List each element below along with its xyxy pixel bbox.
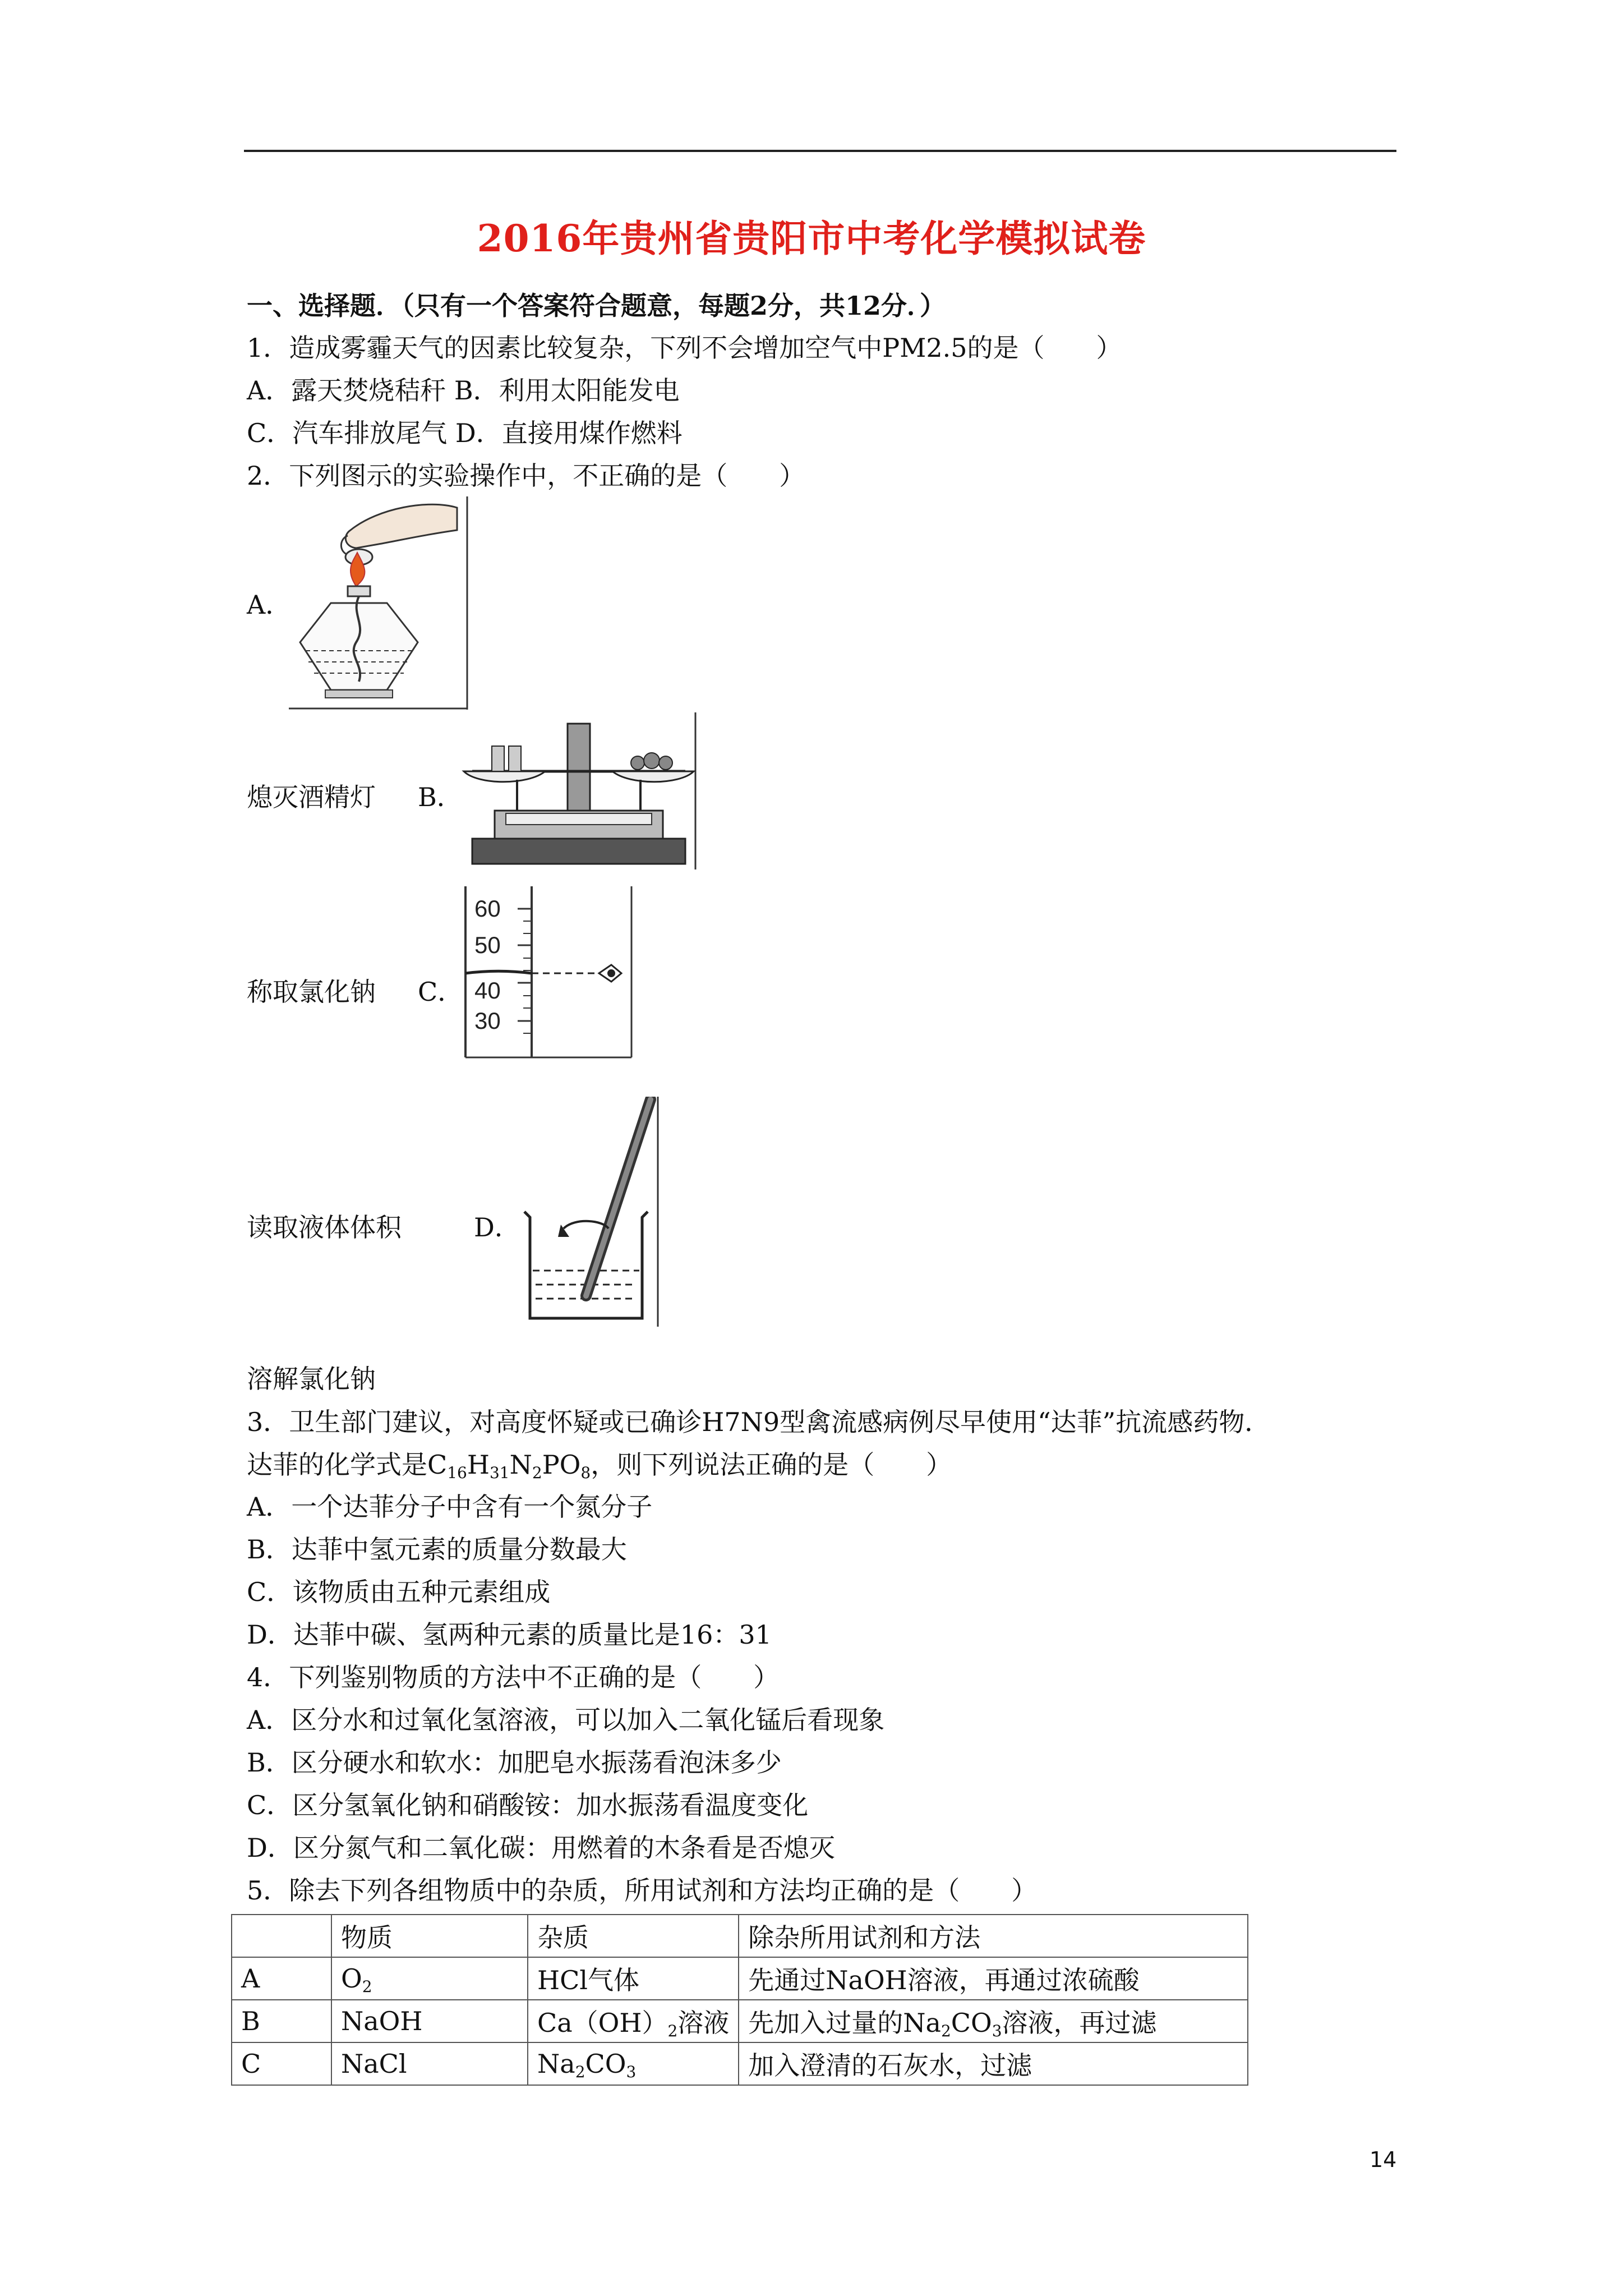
q3-stem-line1: 3．卫生部门建议，对高度怀疑或已确诊H7N9型禽流感病例尽早使用“达菲”抗流感药物．	[247, 1407, 1271, 1437]
table-cell: 先加入过量的$Na_2CO_3$溶液，再过滤	[739, 2000, 1248, 2042]
cylinder-tick-50: 50	[474, 932, 501, 958]
q2-option-d-caption: 溶解氯化钠	[247, 1364, 376, 1394]
table-header-cell: 杂质	[528, 1915, 739, 1957]
q4-option-a: A．区分水和过氧化氢溶液，可以加入二氧化锰后看现象	[247, 1705, 885, 1735]
q2-option-a-caption: 熄灭酒精灯	[247, 782, 376, 812]
q3-option-d: D．达菲中碳、氢两种元素的质量比是16：31	[247, 1619, 772, 1650]
table-row	[232, 1957, 1248, 2000]
header-rule	[244, 150, 1396, 152]
q2-option-b-label: B．	[418, 782, 463, 812]
q2-option-c-label: C．	[418, 977, 464, 1007]
table-header-cell: 物质	[331, 1915, 528, 1957]
q2-stem: 2．下列图示的实验操作中，不正确的是（ ）	[247, 461, 805, 491]
section-heading: 一、选择题．（只有一个答案符合题意，每题2分，共12分．）	[247, 291, 946, 321]
impurity-table	[231, 1914, 1248, 2086]
q2-option-d-label: D．	[474, 1212, 520, 1243]
table-cell: HCl气体	[528, 1957, 739, 2000]
q1-stem: 1．造成雾霾天气的因素比较复杂，下列不会增加空气中PM2.5的是（ ）	[247, 333, 1122, 363]
table-cell: C	[232, 2042, 331, 2085]
table-header-cell: 除杂所用试剂和方法	[739, 1915, 1248, 1957]
measuring-cylinder-figure	[464, 886, 633, 1060]
q4-option-c: C．区分氢氧化钠和硝酸铵：加水振荡看温度变化	[247, 1790, 809, 1820]
cylinder-tick-40: 40	[474, 977, 501, 1004]
q4-option-d: D．区分氮气和二氧化碳：用燃着的木条看是否熄灭	[247, 1833, 835, 1863]
table-cell: NaCl	[331, 2042, 528, 2085]
q3-option-b: B．达菲中氢元素的质量分数最大	[247, 1534, 627, 1565]
table-row	[232, 2000, 1248, 2042]
q1-options-cd: C．汽车排放尾气 D．直接用煤作燃料	[247, 418, 683, 448]
q2-option-b-caption: 称取氯化钠	[247, 977, 376, 1007]
cylinder-tick-60: 60	[474, 895, 501, 922]
table-cell: $O_2$	[331, 1957, 528, 2000]
table-cell: A	[232, 1957, 331, 2000]
balance-scale-figure	[461, 712, 697, 869]
page-number: 14	[1370, 2147, 1397, 2172]
table-cell: 先通过NaOH溶液，再通过浓硫酸	[739, 1957, 1248, 2000]
q5-stem: 5．除去下列各组物质中的杂质，所用试剂和方法均正确的是（ ）	[247, 1875, 1038, 1906]
q4-option-b: B．区分硬水和软水：加肥皂水振荡看泡沫多少	[247, 1747, 782, 1778]
q3-option-a: A．一个达菲分子中含有一个氮分子	[247, 1492, 653, 1522]
alcohol-lamp-figure	[289, 496, 468, 710]
q2-option-c-caption: 读取液体体积	[247, 1212, 402, 1243]
table-cell: $Na_2CO_3$	[528, 2042, 739, 2085]
q3-stem-line2: 达菲的化学式是$C_{16}H_{31}N_2PO_8$，则下列说法正确的是（ ）	[247, 1450, 952, 1482]
table-row	[232, 2042, 1248, 2085]
table-cell: NaOH	[331, 2000, 528, 2042]
table-header-row	[232, 1915, 1248, 1957]
table-cell: $Ca(OH)_2$溶液	[528, 2000, 739, 2042]
page-title: 2016年贵州省贵阳市中考化学模拟试卷	[477, 217, 1146, 260]
table-cell: B	[232, 2000, 331, 2042]
q4-stem: 4．下列鉴别物质的方法中不正确的是（ ）	[247, 1662, 780, 1692]
q2-option-a-label: A．	[247, 590, 292, 620]
table-header-cell	[232, 1915, 331, 1957]
beaker-dissolve-figure	[519, 1097, 659, 1327]
cylinder-tick-30: 30	[474, 1007, 501, 1034]
table-cell: 加入澄清的石灰水，过滤	[739, 2042, 1248, 2085]
q3-option-c: C．该物质由五种元素组成	[247, 1577, 551, 1607]
q1-options-ab: A．露天焚烧秸秆 B．利用太阳能发电	[247, 375, 680, 406]
